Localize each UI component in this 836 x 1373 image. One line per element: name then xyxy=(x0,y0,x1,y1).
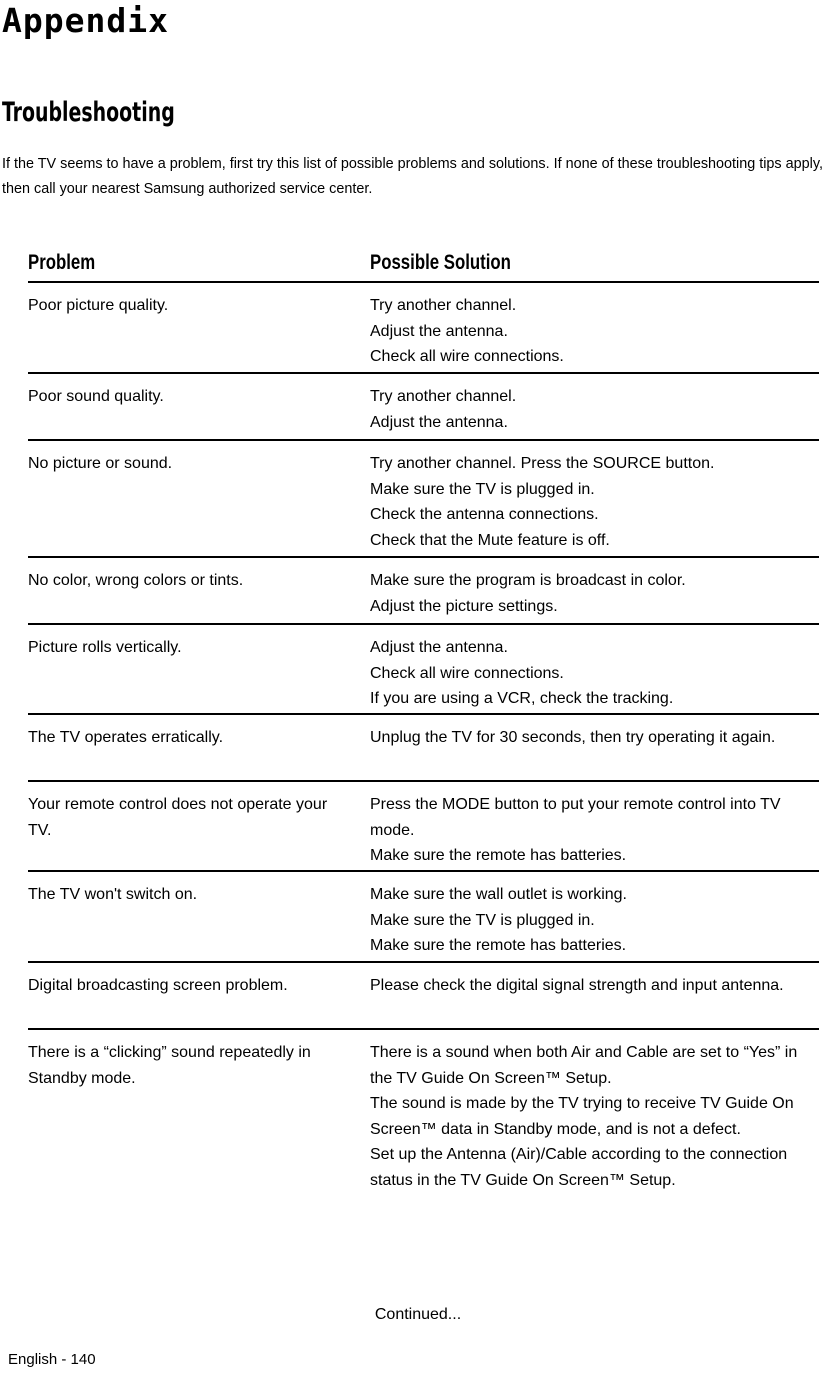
solution-cell xyxy=(370,1040,819,1193)
solution-line: Try another channel. Press the SOURCE button. xyxy=(370,455,715,472)
solution-line: Press the MODE button to put your remote control into TV mode. xyxy=(370,796,781,839)
solution-cell xyxy=(370,725,819,751)
solution-line: Make sure the remote has batteries. xyxy=(370,847,627,864)
solution-line: Make sure the remote has batteries. xyxy=(370,937,627,954)
problem-cell: There is a “clicking” sound repeatedly in Standby mode. xyxy=(28,1044,311,1087)
table-row xyxy=(28,441,819,558)
solution-cell xyxy=(370,792,819,869)
solution-cell xyxy=(370,635,819,712)
table-row xyxy=(28,963,819,1030)
solution-line: Check all wire connections. xyxy=(370,664,564,682)
table-row xyxy=(28,558,819,625)
solution-line: If you are using a VCR, check the tracking. xyxy=(370,690,674,707)
problem-cell: Poor picture quality. xyxy=(28,297,169,314)
solution-cell xyxy=(370,384,819,435)
solution-line: Make sure the TV is plugged in. xyxy=(370,480,595,498)
table-header xyxy=(28,246,819,283)
solution-line: Check all wire connections. xyxy=(370,348,564,365)
solution-cell xyxy=(370,882,819,959)
solution-line: There is a sound when both Air and Cable are set to “Yes” in the TV Guide On Screen™ Setup. xyxy=(370,1044,798,1087)
table-row xyxy=(28,872,819,963)
solution-line: Try another channel. xyxy=(370,388,517,405)
table-row xyxy=(28,782,819,872)
troubleshooting-table xyxy=(28,246,819,1230)
solution-line: Adjust the antenna. xyxy=(370,413,508,431)
solution-line: Please check the digital signal strength and input antenna. xyxy=(370,977,784,994)
table-row xyxy=(28,715,819,782)
solution-line: Set up the Antenna (Air)/Cable according to the connection status in the TV Guide On Screen™ Setup. xyxy=(370,1146,788,1189)
page-title: Appendix xyxy=(2,1,169,40)
intro-paragraph: If the TV seems to have a problem, first try this list of possible problems and solutions. If none of these troubleshooting tips apply, then call your nearest Samsung authorized service center. xyxy=(2,156,823,197)
continued-note: Continued... xyxy=(374,1306,462,1323)
problem-cell: No color, wrong colors or tints. xyxy=(28,572,244,589)
solution-cell xyxy=(370,568,819,619)
problem-cell: The TV won't switch on. xyxy=(28,886,198,903)
solution-line: The sound is made by the TV trying to receive TV Guide On Screen™ data in Standby mode, and is not a defect. xyxy=(370,1095,794,1138)
solution-cell xyxy=(370,293,819,370)
solution-column-header: Possible Solution xyxy=(370,251,511,274)
solution-line: Make sure the wall outlet is working. xyxy=(370,886,627,903)
problem-cell: Picture rolls vertically. xyxy=(28,639,182,656)
table-row xyxy=(28,625,819,715)
problem-cell: No picture or sound. xyxy=(28,455,173,472)
solution-line: Check that the Mute feature is off. xyxy=(370,531,610,549)
solution-line: Make sure the TV is plugged in. xyxy=(370,911,595,929)
solution-line: Try another channel. xyxy=(370,297,517,314)
solution-line: Adjust the picture settings. xyxy=(370,597,558,615)
solution-cell xyxy=(370,451,819,553)
problem-cell: Poor sound quality. xyxy=(28,388,164,405)
problem-column-header: Problem xyxy=(28,251,96,274)
table-row xyxy=(28,1030,819,1230)
table-row xyxy=(28,283,819,374)
solution-line: Check the antenna connections. xyxy=(370,506,599,523)
table-row xyxy=(28,374,819,441)
problem-cell: Your remote control does not operate your TV. xyxy=(28,796,328,839)
solution-line: Unplug the TV for 30 seconds, then try operating it again. xyxy=(370,729,776,746)
page-number: English - 140 xyxy=(8,1351,96,1368)
solution-cell xyxy=(370,973,819,999)
section-title: Troubleshooting xyxy=(2,97,175,128)
solution-line: Adjust the antenna. xyxy=(370,322,508,340)
problem-cell: The TV operates erratically. xyxy=(28,729,224,746)
problem-cell: Digital broadcasting screen problem. xyxy=(28,977,288,994)
solution-line: Make sure the program is broadcast in color. xyxy=(370,572,686,589)
solution-line: Adjust the antenna. xyxy=(370,639,508,656)
